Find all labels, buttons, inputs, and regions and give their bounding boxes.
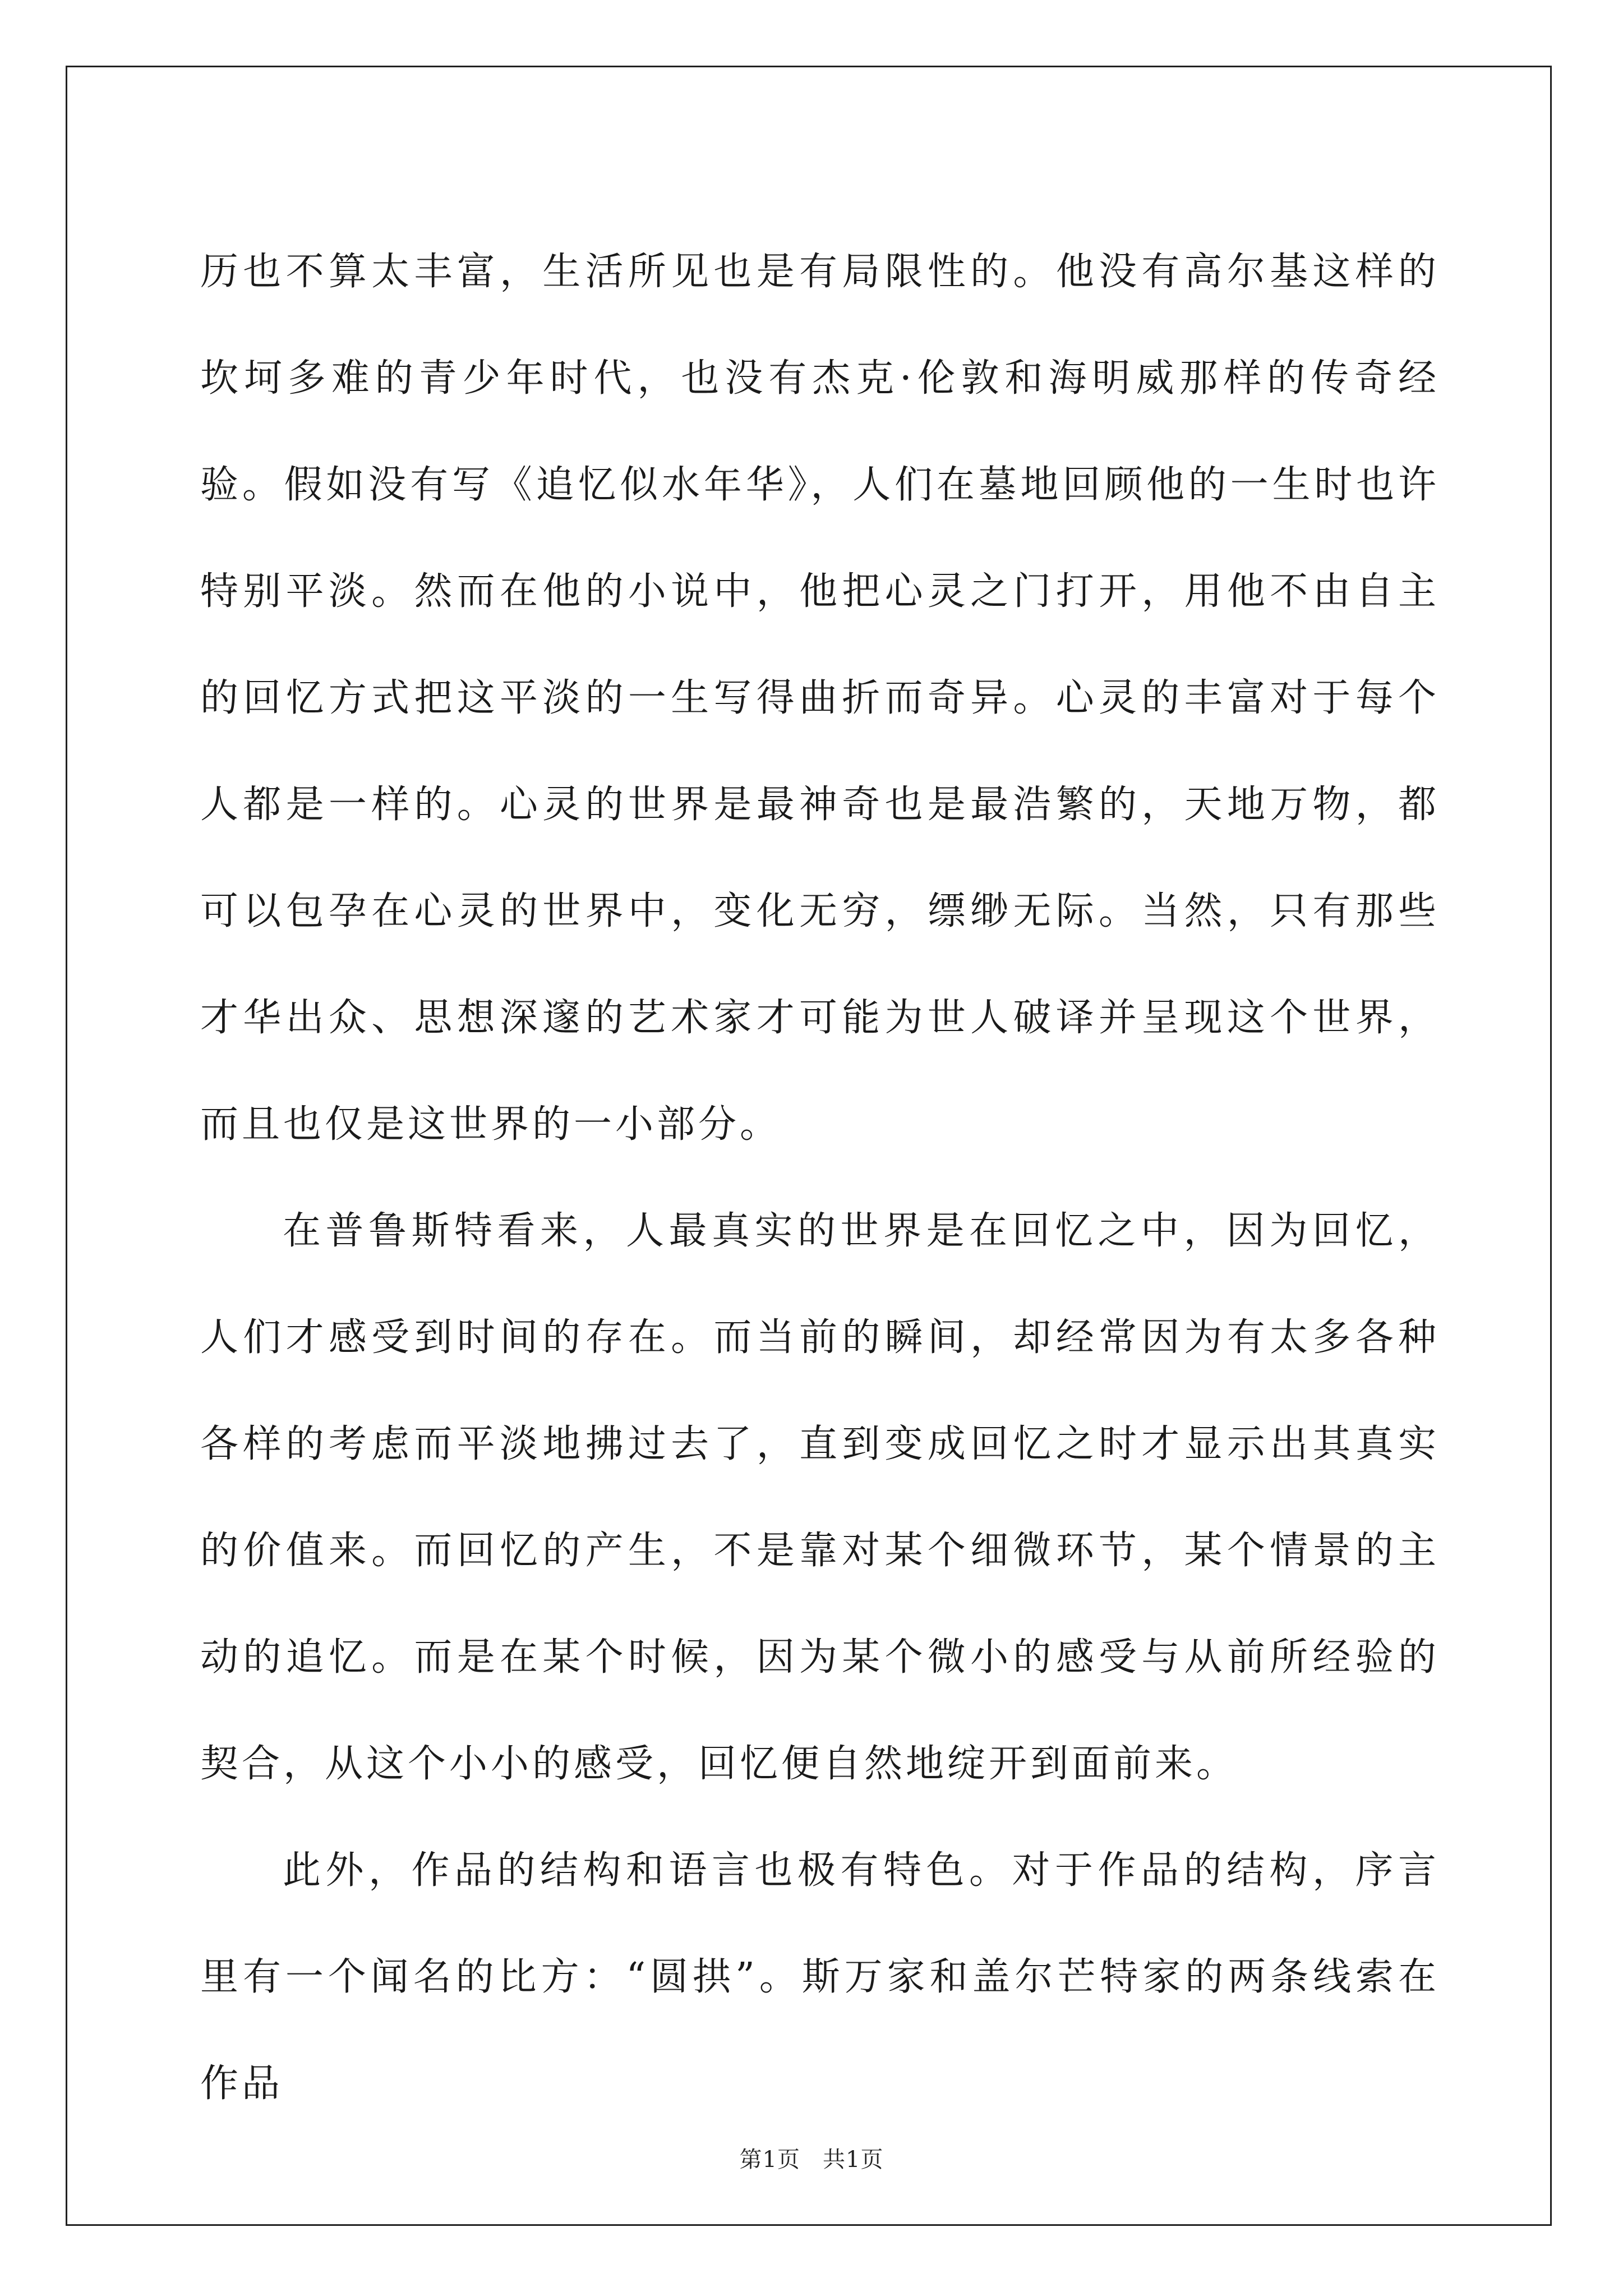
paragraph-1: 历也不算太丰富，生活所见也是有局限性的。他没有高尔基这样的坎坷多难的青少年时代，也没有杰克·伦敦和海明威那样的传奇经验。假如没有写《追忆似水年华》，人们在墓地回顾他的一生时也许特别平淡。然而在他的小说中，他把心灵之门打开，用他不由自主的回忆方式把这平淡的一生写得曲折而奇异。心灵的丰富对于每个人都是一样的。心灵的世界是最神奇也是最浩繁的，天地万物，都可以包孕在心灵的世界中，变化无穷，缥缈无际。当然，只有那些才华出众、思想深邃的艺术家才可能为世人破译并呈现这个世界，而且也仅是这世界的一小部分。 <box>200 250 1440 1147</box>
page-total: 共1页 <box>823 2147 884 2173</box>
document-body <box>200 219 1440 2137</box>
page-footer <box>0 2143 1623 2177</box>
page-number: 第1页 <box>739 2147 800 2173</box>
paragraph-3: 此外，作品的结构和语言也极有特色。对于作品的结构，序言里有一个闻名的比方：“圆拱”。斯万家和盖尔芒特家的两条线索在作品 <box>200 1848 1440 2106</box>
paragraph-2: 在普鲁斯特看来，人最真实的世界是在回忆之中，因为回忆，人们才感受到时间的存在。而当前的瞬间，却经常因为有太多各种各样的考虑而平淡地拂过去了，直到变成回忆之时才显示出其真实的价值来。而回忆的产生，不是靠对某个细微环节，某个情景的主动的追忆。而是在某个时候，因为某个微小的感受与从前所经验的契合，从这个小小的感受，回忆便自然地绽开到面前来。 <box>200 1209 1440 1786</box>
